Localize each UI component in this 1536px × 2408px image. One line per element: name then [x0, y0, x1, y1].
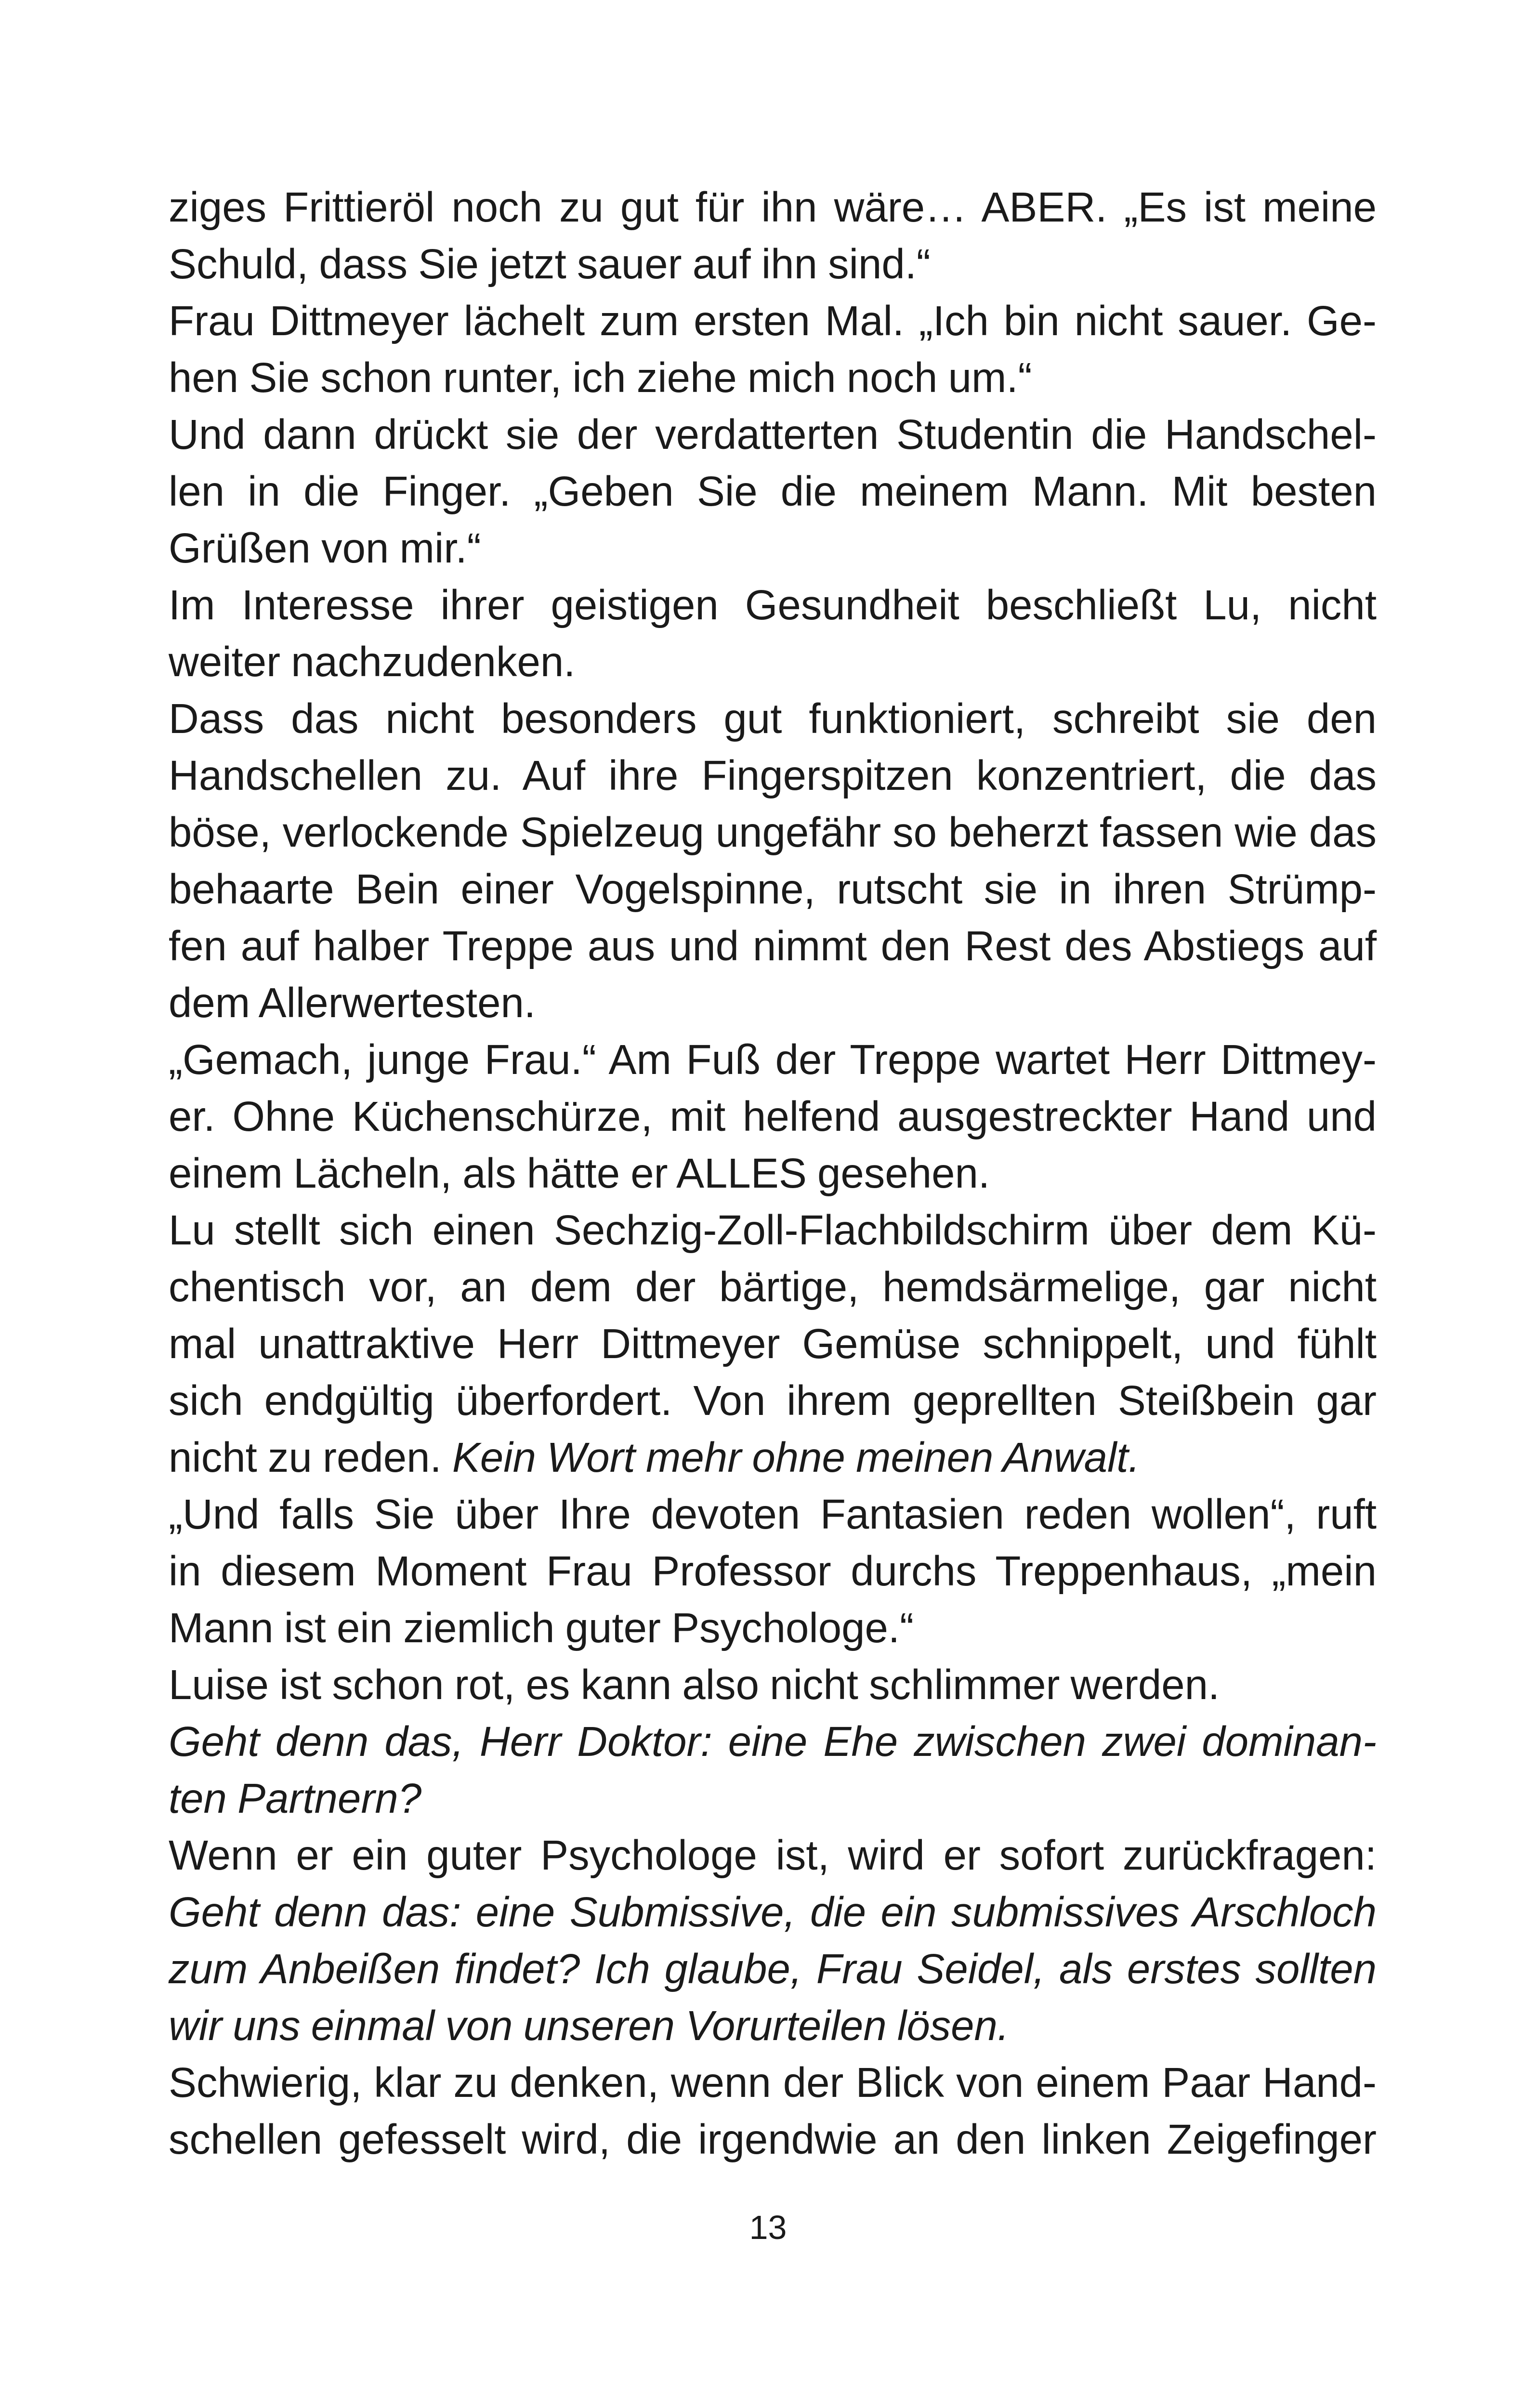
text-line — [169, 1657, 1377, 1714]
text-line — [169, 1259, 1377, 1316]
text-line — [169, 804, 1377, 861]
text-line — [169, 747, 1377, 804]
text-line — [169, 577, 1377, 634]
text-line — [169, 1032, 1377, 1088]
text-line-content: er. Ohne Küchenschürze, mit helfend ausgestreckter Hand und — [169, 1093, 1377, 1140]
text-line-content: Dass das nicht besonders gut funktioniert, schreibt sie den — [169, 695, 1377, 742]
text-line — [169, 1941, 1377, 1998]
text-line — [169, 1884, 1377, 1941]
body-text — [169, 179, 1377, 2168]
text-line-content: Geht denn das: eine Submissive, die ein submissives Arschloch — [169, 1889, 1377, 1936]
text-line-content: Mann ist ein ziemlich guter Psychologe.“ — [169, 1605, 914, 1651]
text-line — [169, 179, 1377, 236]
text-line-content: Grüßen von mir.“ — [169, 525, 481, 572]
text-line — [169, 975, 1377, 1032]
text-line — [169, 1543, 1377, 1600]
text-line-content: zum Anbeißen findet? Ich glaube, Frau Seidel, als erstes sollten — [169, 1946, 1377, 1992]
text-line-content: weiter nachzudenken. — [169, 639, 576, 685]
text-line-content: fen auf halber Treppe aus und nimmt den Rest des Abstiegs auf — [169, 923, 1377, 969]
text-line-content: hen Sie schon runter, ich ziehe mich noch um.“ — [169, 354, 1032, 401]
text-line-content: len in die Finger. „Geben Sie die meinem Mann. Mit besten — [169, 468, 1377, 515]
italic-phrase: Kein Wort mehr ohne meinen Anwalt. — [452, 1434, 1140, 1481]
text-line — [169, 1316, 1377, 1373]
text-line-content: Im Interesse ihrer geistigen Gesundheit beschließt Lu, nicht — [169, 582, 1377, 628]
text-line-content: böse, verlockende Spielzeug ungefähr so beherzt fassen wie das — [169, 809, 1377, 856]
text-line — [169, 1486, 1377, 1543]
text-line-content: chentisch vor, an dem der bärtige, hemdsärmelige, gar nicht — [169, 1264, 1377, 1310]
text-line — [169, 1429, 1377, 1486]
text-line — [169, 236, 1377, 293]
text-line — [169, 1770, 1377, 1827]
text-line-content: Handschellen zu. Auf ihre Fingerspitzen konzentriert, die das — [169, 752, 1377, 799]
text-line — [169, 350, 1377, 406]
text-line — [169, 1600, 1377, 1657]
text-line-content: sich endgültig überfordert. Von ihrem geprellten Steißbein gar — [169, 1377, 1377, 1424]
text-line-content: Luise ist schon rot, es kann also nicht schlimmer werden. — [169, 1662, 1220, 1708]
text-line-content: mal unattraktive Herr Dittmeyer Gemüse schnippelt, und fühlt — [169, 1321, 1377, 1367]
text-line-content: Schuld, dass Sie jetzt sauer auf ihn sind.“ — [169, 241, 931, 288]
text-line — [169, 406, 1377, 463]
text-line-content: nicht zu reden. — [169, 1434, 442, 1481]
text-line — [169, 634, 1377, 691]
text-line — [169, 520, 1377, 577]
text-line-content: in diesem Moment Frau Professor durchs Treppenhaus, „mein — [169, 1548, 1377, 1595]
text-line — [169, 1373, 1377, 1429]
text-line-content: Und dann drückt sie der verdatterten Studentin die Handschel- — [169, 411, 1377, 458]
text-line — [169, 1088, 1377, 1145]
text-line — [169, 293, 1377, 350]
text-line — [169, 1714, 1377, 1770]
text-line-content: Schwierig, klar zu denken, wenn der Blick von einem Paar Hand- — [169, 2059, 1377, 2106]
text-line — [169, 918, 1377, 975]
text-line — [169, 1145, 1377, 1202]
page-number: 13 — [749, 2209, 787, 2246]
text-line — [169, 1998, 1377, 2055]
text-line — [169, 2055, 1377, 2111]
text-line-content: ziges Frittieröl noch zu gut für ihn wäre… ABER. „Es ist meine — [169, 184, 1377, 231]
text-line-content: „Und falls Sie über Ihre devoten Fantasien reden wollen“, ruft — [169, 1491, 1377, 1538]
text-line-content: Lu stellt sich einen Sechzig-Zoll-Flachbildschirm über dem Kü- — [169, 1207, 1377, 1254]
text-line-content: Wenn er ein guter Psychologe ist, wird er sofort zurückfragen: — [169, 1832, 1377, 1879]
text-line — [169, 2111, 1377, 2168]
text-line-content: einem Lächeln, als hätte er ALLES gesehen. — [169, 1150, 990, 1197]
text-line-content: schellen gefesselt wird, die irgendwie an den linken Zeigefinger — [169, 2116, 1377, 2163]
text-line-content: behaarte Bein einer Vogelspinne, rutscht sie in ihren Strümp- — [169, 866, 1377, 913]
text-line-content: Frau Dittmeyer lächelt zum ersten Mal. „Ich bin nicht sauer. Ge- — [169, 298, 1377, 344]
text-line — [169, 691, 1377, 747]
text-line-content: Geht denn das, Herr Doktor: eine Ehe zwischen zwei dominan- — [169, 1718, 1377, 1765]
text-line-content: ten Partnern? — [169, 1775, 422, 1822]
text-line — [169, 1827, 1377, 1884]
text-line-content: dem Allerwertesten. — [169, 980, 536, 1026]
text-line-content: „Gemach, junge Frau.“ Am Fuß der Treppe wartet Herr Dittmey- — [169, 1036, 1377, 1083]
text-line — [169, 463, 1377, 520]
text-line — [169, 861, 1377, 918]
text-line — [169, 1202, 1377, 1259]
text-line-content: wir uns einmal von unseren Vorurteilen lösen. — [169, 2002, 1010, 2049]
